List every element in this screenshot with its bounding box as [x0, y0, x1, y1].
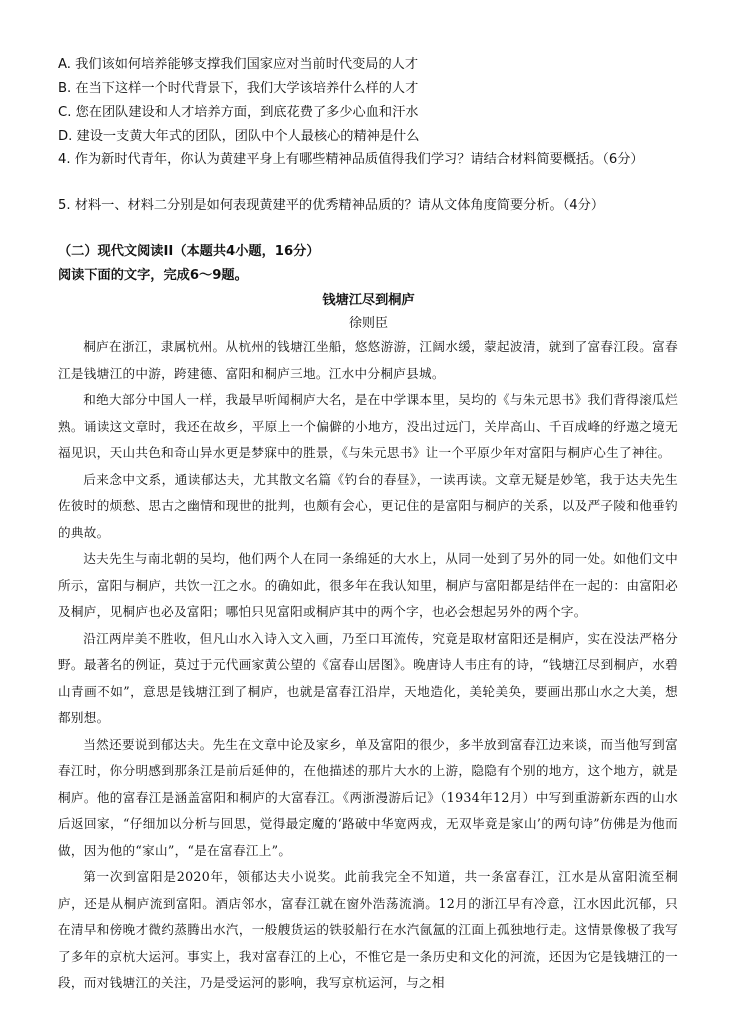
section-heading: （二）现代文阅读II（本题共4小题，16分） — [58, 244, 320, 259]
paragraph-4: 达夫先生与南北朝的吴均，他们两个人在同一条绵延的大水上，从同一处到了另外的同一处。如他们文中所示，富阳与桐庐，共饮一江之水。的确如此，很多年在我认知里，桐庐与富阳都是结伴在一起的：由富阳必及桐庐，见桐庐也必及富阳；哪怕只见富阳或桐庐其中的两个字，也必会想起另外的两个字。 — [58, 551, 678, 619]
article-author: 徐则臣 — [348, 316, 388, 331]
paragraph-3: 后来念中文系，通读郁达夫，尤其散文名篇《钓台的春昼》，一读再读。文章无疑是妙笔，我于达夫先生佐彼时的烦愁、思古之幽情和现世的批判，也颇有会心，更记住的是富阳与桐庐的关系，以及严子陵和他垂钓的典故。 — [58, 471, 678, 540]
article-title: 钱塘江尽到桐庐 — [322, 293, 415, 308]
paragraph-1: 桐庐在浙江，隶属杭州。从杭州的钱塘江坐船，悠悠游游，江阔水缓，蒙起波清，就到了富春江段。富春江是钱塘江的中游，跨建德、富阳和桐庐三地。江水中分桐庐县城。 — [58, 339, 678, 381]
question-5: 5. 材料一、材料二分别是如何表现黄建平的优秀精神品质的？请从文体角度简要分析。（4分） — [58, 198, 605, 213]
section-instruction: 阅读下面的文字，完成6～9题。 — [58, 268, 248, 283]
question-4: 4. 作为新时代青年，你认为黄建平身上有哪些精神品质值得我们学习？请结合材料简要概括。（6分） — [58, 152, 644, 167]
paragraph-5: 沿江两岸美不胜收，但凡山水入诗入文入画，乃至口耳流传，究竟是取材富阳还是桐庐，实在没法严格分野。最著名的例证，莫过于元代画家黄公望的《富春山居图》。晚唐诗人韦庄有的诗，“钱塘江尽到桐庐，水碧山青画不如”，意思是钱塘江到了桐庐，也就是富春江沿岸，天地造化，美轮美奂，要画出那山水之大美，想都别想。 — [58, 630, 678, 725]
paragraph-2: 和绝大部分中国人一样，我最早听闻桐庐大名，是在中学课本里，吴均的《与朱元思书》我们背得滚瓜烂熟。诵读这文章时，我还在故乡，平原上一个偏僻的小地方，没出过远门，关岸高山、千百成峰的纾遨之境无福见识，天山共色和奇山异水更是梦寐中的胜景，《与朱元思书》让一个平原少年对富阳与桐庐心生了神往。 — [58, 392, 678, 460]
article-body — [58, 334, 678, 997]
paragraph-7: 第一次到富阳是2020年，领郁达夫小说奖。此前我完全不知道，共一条富春江，江水是从富阳流至桐庐，还是从桐庐流到富阳。酒店邻水，富春江就在窗外浩荡流淌。12月的浙江早有冷意，江水因此沉郁，只在清早和傍晚才微约蒸腾出水汽，一般艘货运的铁驳船行在水汽氤氲的江面上孤独地行走。这情景像极了我写了多年的京杭大运河。事实上，我对富春江的上心，不惟它是一条历史和文化的河流，还因为它是钱塘江的一段，而对钱塘江的关注，乃是受运河的影响，我写京杭运河，与之相 — [58, 869, 678, 990]
option-a: A. 我们该如何培养能够支撑我们国家应对当前时代变局的人才 — [58, 57, 419, 72]
option-d: D. 建设一支黄大年式的团队，团队中个人最核心的精神是什么 — [58, 129, 420, 144]
paragraph-6: 当然还要说到郁达夫。先生在文章中论及家乡，单及富阳的很少，多半放到富春江边来谈，而当他写到富春江时，你分明感到那条江是前后延伸的，在他描述的那片大水的上游，隐隐有个别的地方，这个地方，就是桐庐。他的富春江是涵盖富阳和桐庐的大富春江。《两浙漫游后记》（1934年12月）中写到重游新东西的山水后返回家，“仔细加以分析与回思，觉得最定魔的‘路破中华宽两戎，无双毕竟是家山’的两句诗”仿佛是为他而做，因为他的“家山”，“是在富春江上”。 — [58, 736, 678, 858]
option-c: C. 您在团队建设和人才培养方面，到底花费了多少心血和汗水 — [58, 105, 419, 120]
option-b: B. 在当下这样一个时代背景下，我们大学该培养什么样的人才 — [58, 81, 419, 96]
